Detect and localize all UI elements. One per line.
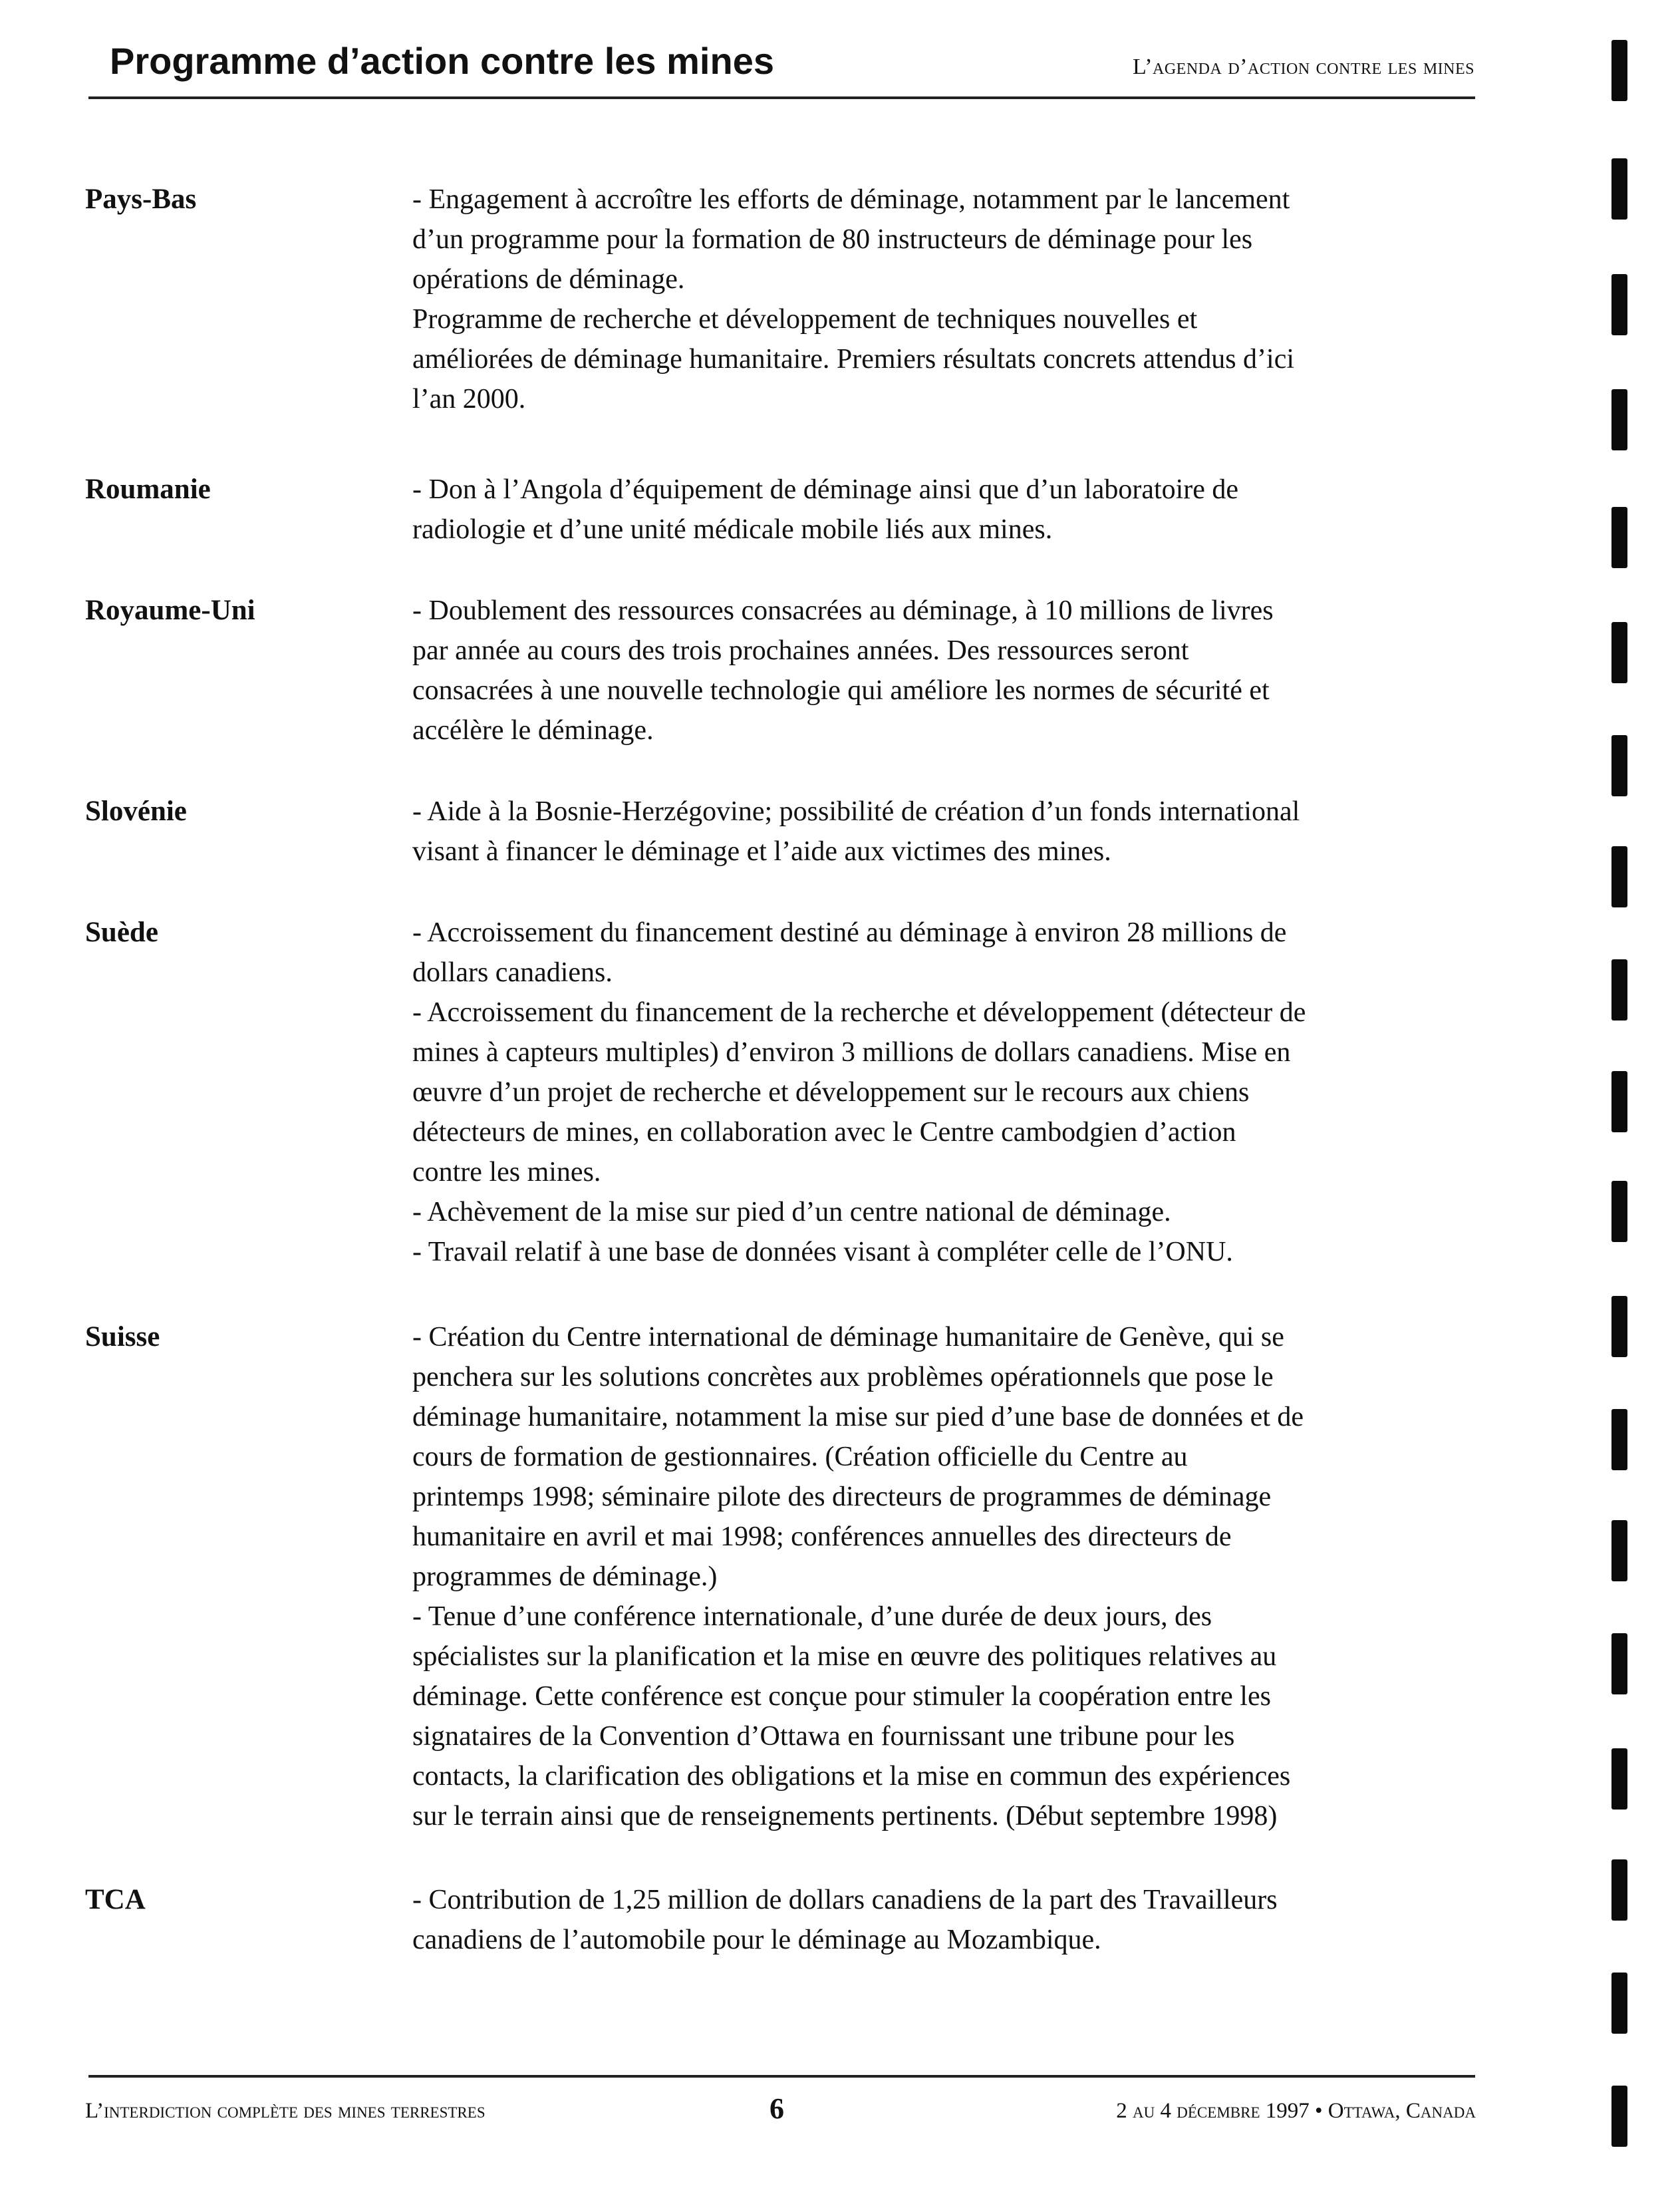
description-line: contacts, la clarification des obligations et la mise en commun des expériences <box>412 1761 1291 1792</box>
binding-mark <box>1611 846 1627 907</box>
description-line: - Travail relatif à une base de données visant à compléter celle de l’ONU. <box>412 1237 1233 1267</box>
description-line: dollars canadiens. <box>412 957 613 988</box>
country-name: Suisse <box>85 1321 160 1352</box>
footer-divider <box>88 2075 1475 2078</box>
description-line: canadiens de l’automobile pour le déminage au Mozambique. <box>412 1925 1101 1955</box>
description-line: détecteurs de mines, en collaboration avec le Centre cambodgien d’action <box>412 1117 1236 1148</box>
description-line: contre les mines. <box>412 1157 601 1187</box>
country-name: Pays-Bas <box>85 184 197 215</box>
description-line: mines à capteurs multiples) d’environ 3 millions de dollars canadiens. Mise en <box>412 1037 1291 1068</box>
country-description <box>412 1317 1483 1836</box>
binding-mark <box>1611 1520 1627 1581</box>
description-line: - Doublement des ressources consacrées au déminage, à 10 millions de livres <box>412 595 1274 626</box>
description-line: programmes de déminage.) <box>412 1561 718 1592</box>
description-line: - Engagement à accroître les efforts de déminage, notamment par le lancement <box>412 184 1290 215</box>
description-line: accélère le déminage. <box>412 715 654 746</box>
description-line: radiologie et d’une unité médicale mobile liés aux mines. <box>412 514 1053 545</box>
country-description <box>412 792 1483 871</box>
binding-mark <box>1611 274 1627 335</box>
description-line: penchera sur les solutions concrètes aux problèmes opérationnels que pose le <box>412 1362 1274 1392</box>
footer-date-location: 2 au 4 décembre 1997 • Ottawa, Canada <box>1116 2099 1476 2123</box>
binding-mark <box>1611 389 1627 450</box>
binding-mark <box>1611 2086 1627 2147</box>
page-header-subtitle: L’agenda d’action contre les mines <box>1133 55 1474 79</box>
country-name: TCA <box>85 1884 146 1915</box>
description-line: spécialistes sur la planification et la mise en œuvre des politiques relatives au <box>412 1641 1277 1672</box>
description-line: printemps 1998; séminaire pilote des directeurs de programmes de déminage <box>412 1482 1272 1512</box>
binding-mark <box>1611 735 1627 796</box>
binding-mark <box>1611 1748 1627 1810</box>
binding-mark <box>1611 1181 1627 1242</box>
country-description <box>412 470 1483 550</box>
country-name: Royaume-Uni <box>85 595 255 626</box>
country-description <box>412 1880 1483 1960</box>
description-line: humanitaire en avril et mai 1998; conférences annuelles des directeurs de <box>412 1521 1232 1552</box>
description-line: - Tenue d’une conférence internationale, d’une durée de deux jours, des <box>412 1601 1212 1632</box>
description-line: œuvre d’un projet de recherche et développement sur le recours aux chiens <box>412 1077 1250 1108</box>
description-line: déminage. Cette conférence est conçue pour stimuler la coopération entre les <box>412 1681 1271 1712</box>
binding-mark <box>1611 959 1627 1021</box>
description-line: opérations de déminage. <box>412 264 685 295</box>
binding-mark <box>1611 1296 1627 1357</box>
country-name: Slovénie <box>85 796 187 827</box>
binding-mark <box>1611 1633 1627 1694</box>
description-line: - Contribution de 1,25 million de dollars canadiens de la part des Travailleurs <box>412 1885 1278 1915</box>
binding-mark <box>1611 622 1627 683</box>
footer-document-title: L’interdiction complète des mines terrestres <box>85 2099 486 2123</box>
description-line: - Aide à la Bosnie-Herzégovine; possibilité de création d’un fonds international <box>412 796 1300 827</box>
description-line: - Création du Centre international de déminage humanitaire de Genève, qui se <box>412 1322 1284 1352</box>
description-line: consacrées à une nouvelle technologie qui améliore les normes de sécurité et <box>412 675 1270 706</box>
description-line: l’an 2000. <box>412 384 526 414</box>
description-line: déminage humanitaire, notamment la mise sur pied d’une base de données et de <box>412 1402 1304 1432</box>
description-line: - Don à l’Angola d’équipement de déminage ainsi que d’un laboratoire de <box>412 474 1239 505</box>
description-line: signataires de la Convention d’Ottawa en fournissant une tribune pour les <box>412 1721 1235 1752</box>
binding-margin-marks <box>1611 0 1631 2212</box>
description-line: sur le terrain ainsi que de renseignements pertinents. (Début septembre 1998) <box>412 1801 1278 1831</box>
country-name: Suède <box>85 917 158 948</box>
page-number: 6 <box>769 2092 784 2125</box>
description-line: Programme de recherche et développement de techniques nouvelles et <box>412 304 1198 335</box>
description-line: par année au cours des trois prochaines années. Des ressources seront <box>412 635 1189 666</box>
country-name: Roumanie <box>85 474 211 505</box>
binding-mark <box>1611 1973 1627 2034</box>
description-line: visant à financer le déminage et l’aide aux victimes des mines. <box>412 836 1111 867</box>
description-line: d’un programme pour la formation de 80 instructeurs de déminage pour les <box>412 224 1253 255</box>
binding-mark <box>1611 507 1627 568</box>
binding-mark <box>1611 1409 1627 1470</box>
country-description <box>412 180 1483 419</box>
page-header-title: Programme d’action contre les mines <box>110 40 774 82</box>
country-description <box>412 913 1483 1272</box>
description-line: - Achèvement de la mise sur pied d’un centre national de déminage. <box>412 1197 1171 1227</box>
binding-mark <box>1611 40 1627 101</box>
description-line: - Accroissement du financement destiné au déminage à environ 28 millions de <box>412 917 1287 948</box>
country-description <box>412 591 1483 750</box>
binding-mark <box>1611 158 1627 220</box>
binding-mark <box>1611 1071 1627 1132</box>
description-line: améliorées de déminage humanitaire. Premiers résultats concrets attendus d’ici <box>412 344 1295 375</box>
description-line: cours de formation de gestionnaires. (Création officielle du Centre au <box>412 1442 1188 1472</box>
description-line: - Accroissement du financement de la recherche et développement (détecteur de <box>412 997 1306 1028</box>
binding-mark <box>1611 1859 1627 1921</box>
